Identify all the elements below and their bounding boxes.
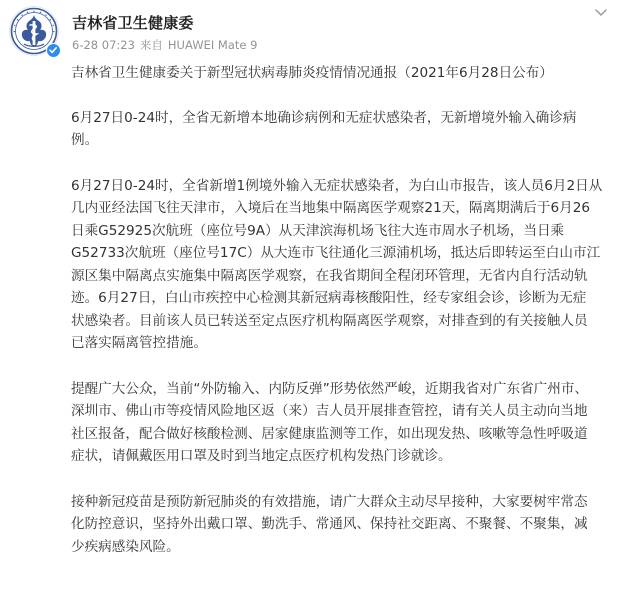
source-device: HUAWEI Mate 9 — [167, 38, 258, 52]
post-timestamp[interactable]: 6-28 07:23 — [72, 38, 135, 52]
verified-badge-icon — [46, 43, 61, 58]
post-paragraph: 6月27日0-24时，全省无新增本地确诊病例和无症状感染者，无新增境外输入确诊病 例。 — [71, 109, 577, 148]
post-paragraph: 提醒广大公众，当前“外防输入、内防反弹”形势依然严峻，近期我省对广东省广州市、 深圳市、佛山市等疫情风险地区返（来）吉人员开展排查管控，请有关人员主动向当地 社区报备，配合做好核酸检测、居家健康监测等工作，如出现发热、咳嗽等急性呼吸道 症状，请佩戴医用口罩及时到当地定点医疗机构发热门诊就诊。 — [71, 380, 589, 464]
chevron-down-icon[interactable] — [592, 6, 610, 20]
post-content — [71, 62, 619, 581]
author-name[interactable]: 吉林省卫生健康委 — [72, 14, 194, 32]
post-meta — [72, 37, 262, 53]
source-prefix: 来自 — [139, 38, 163, 52]
post-paragraph: 接种新冠疫苗是预防新冠肺炎的有效措施，请广大群众主动尽早接种，大家要树牢常态 化防控意识，坚持外出戴口罩、勤洗手、常通风、保持社交距离、不聚餐、不聚集，减 少疾病感染风险。 — [71, 493, 588, 555]
post-header — [0, 0, 622, 62]
post-headline: 吉林省卫生健康委关于新型冠状病毒肺炎疫情情况通报（2021年6月28日公布） — [71, 65, 553, 81]
post-paragraph: 6月27日0-24时，全省新增1例境外输入无症状感染者，为白山市报告，该人员6月2日从 几内亚经法国飞往天津市，入境后在当地集中隔离医学观察21天，隔离期满后于6月26 日乘G52925次航班（座位号9A）从天津滨海机场飞往大连市周水子机场，当日乘 G52733次航班（座位号17C）从大连市飞往通化三源浦机场，抵达后即转运至白山市江 源区集中隔离点实施集中隔离医学观察，在我省期间全程闭环管理，无省内自行活动轨 迹。6月27日，白山市疾控中心检测其新冠病毒核酸阳性，经专家组会诊，诊断为无症 状感染者。目前该人员已转送至定点医疗机构隔离医学观察，对排查到的有关接触人员 已落实隔离管控措施。 — [71, 177, 603, 351]
